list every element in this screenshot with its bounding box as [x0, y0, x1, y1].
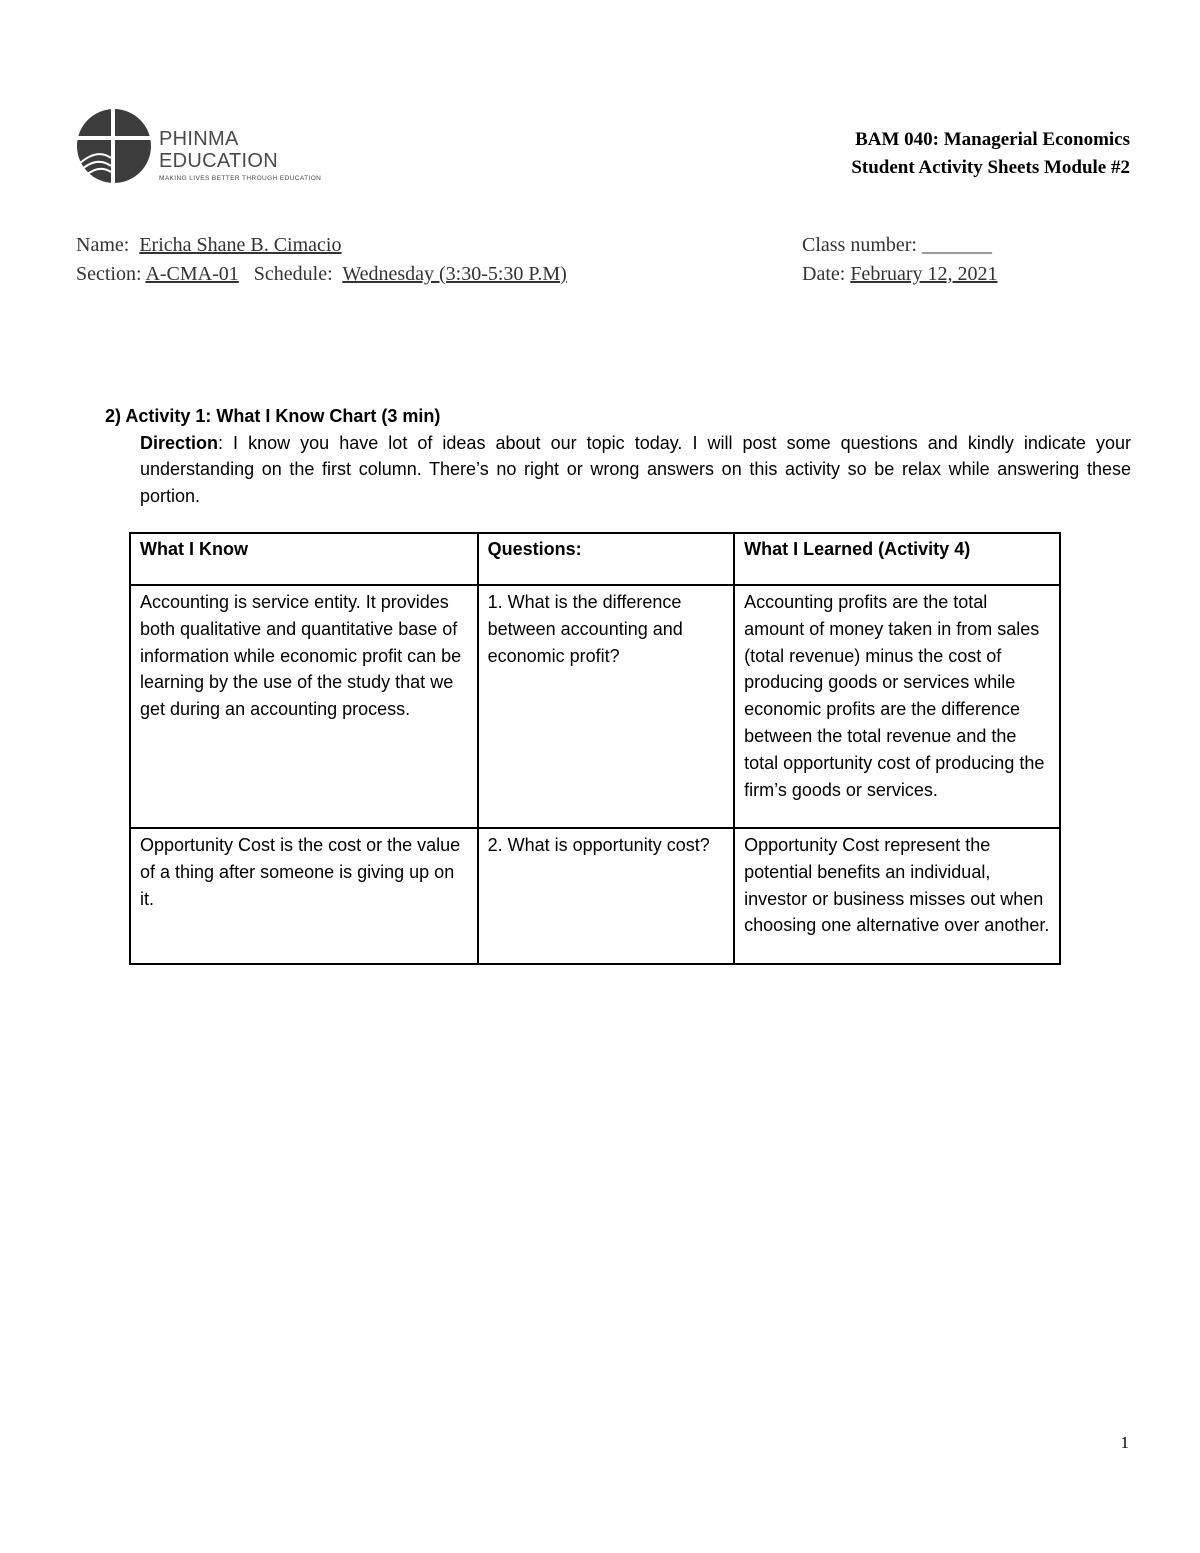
course-subtitle: Student Activity Sheets Module #2 — [851, 157, 1130, 178]
name-value: Ericha Shane B. Cimacio — [139, 234, 342, 256]
phinma-logo — [75, 108, 335, 184]
schedule-value: Wednesday (3:30-5:30 P.M) — [342, 263, 567, 285]
activity-direction — [140, 430, 1131, 510]
course-title: BAM 040: Managerial Economics — [855, 129, 1130, 150]
section-label: Section: — [76, 263, 142, 285]
table-cell-what-i-know: Opportunity Cost is the cost or the value of a thing after someone is giving up on it. — [130, 828, 478, 964]
date-value: February 12, 2021 — [850, 263, 998, 285]
what-i-know-chart — [129, 532, 1061, 965]
section-line — [76, 263, 567, 286]
table-cell-question: 1. What is the difference between accounting and economic profit? — [478, 585, 735, 828]
date-label: Date: — [802, 263, 846, 285]
activity-title: 2) Activity 1: What I Know Chart (3 min) — [105, 406, 441, 426]
class-number-value: _______ — [922, 234, 992, 256]
schedule-label: Schedule: — [253, 263, 333, 285]
header-what-i-know: What I Know — [130, 533, 478, 585]
class-number-line — [802, 234, 992, 257]
header-questions: Questions: — [478, 533, 735, 585]
activity-section — [105, 403, 1131, 509]
table-row — [130, 585, 1060, 828]
table-cell-what-i-know: Accounting is service entity. It provides both qualitative and quantitative base of information while economic profit can be learning by the use of the study that we get during an accounting process. — [130, 585, 478, 828]
table-cell-what-i-learned: Accounting profits are the total amount of money taken in from sales (total revenue) minus the cost of producing goods or services while economic profits are the difference between the total revenue and the total opportunity cost of producing the firm’s goods or services. — [734, 585, 1060, 828]
phinma-emblem-icon — [75, 108, 153, 184]
logo-name: PHINMA EDUCATION — [159, 128, 278, 172]
date-line — [802, 263, 998, 286]
direction-text: : I know you have lot of ideas about our topic today. I will post some questions and kindly indicate your understanding on the first column. There’s no right or wrong answers on this activity so be relax while answering these portion. — [140, 432, 1131, 506]
class-number-label: Class number: — [802, 234, 917, 256]
table-cell-what-i-learned: Opportunity Cost represent the potential benefits an individual, investor or business misses out when choosing one alternative over another. — [734, 828, 1060, 964]
table-header-row — [130, 533, 1060, 585]
table-cell-question: 2. What is opportunity cost? — [478, 828, 735, 964]
header-what-i-learned: What I Learned (Activity 4) — [734, 533, 1060, 585]
name-line — [76, 234, 341, 257]
course-header — [851, 126, 1130, 182]
section-value: A-CMA-01 — [145, 263, 239, 285]
direction-label: Direction — [140, 432, 219, 453]
logo-tagline: MAKING LIVES BETTER THROUGH EDUCATION — [159, 175, 322, 182]
table-row — [130, 828, 1060, 964]
name-label: Name: — [76, 234, 130, 256]
page-number: 1 — [1120, 1433, 1129, 1452]
